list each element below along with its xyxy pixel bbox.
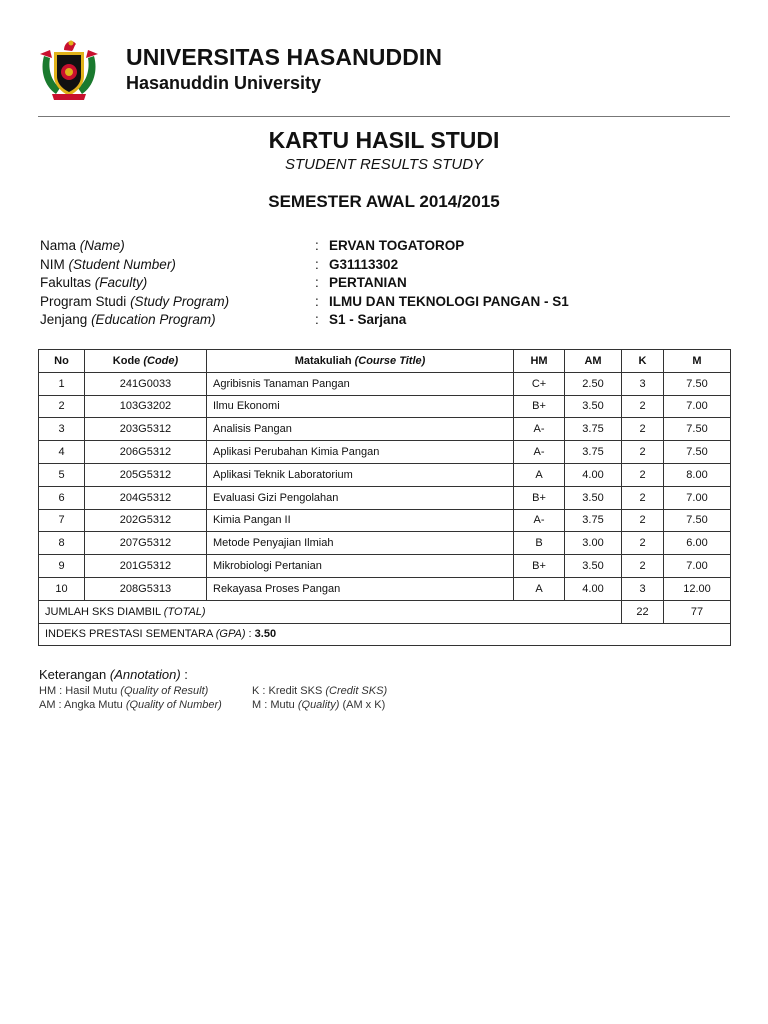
field-label: Nama (Name): [40, 238, 125, 253]
cell-m: 7.50: [664, 441, 731, 464]
university-crest-icon: [38, 36, 100, 102]
total-credits: 22: [622, 600, 664, 623]
cell-k: 2: [622, 395, 664, 418]
cell-k: 2: [622, 418, 664, 441]
cell-am: 3.75: [565, 418, 622, 441]
university-name: UNIVERSITAS HASANUDDIN: [126, 44, 443, 70]
field-colon: :: [315, 238, 319, 253]
cell-course: Mikrobiologi Pertanian: [207, 555, 514, 578]
cell-course: Kimia Pangan II: [207, 509, 514, 532]
cell-course: Aplikasi Perubahan Kimia Pangan: [207, 441, 514, 464]
total-label: JUMLAH SKS DIAMBIL (TOTAL): [39, 600, 622, 623]
student-field-nim: [40, 257, 730, 276]
cell-no: 3: [39, 418, 85, 441]
cell-hm: A: [514, 577, 565, 600]
student-field-name: [40, 238, 730, 257]
cell-am: 3.50: [565, 486, 622, 509]
table-header-row: [39, 350, 731, 373]
student-field-faculty: [40, 275, 730, 294]
cell-hm: B+: [514, 486, 565, 509]
document-subtitle: STUDENT RESULTS STUDY: [284, 156, 484, 173]
cell-k: 2: [622, 486, 664, 509]
table-row: [39, 463, 731, 486]
cell-am: 3.50: [565, 395, 622, 418]
total-quality: 77: [664, 600, 731, 623]
cell-k: 2: [622, 463, 664, 486]
cell-code: 201G5312: [85, 555, 207, 578]
cell-no: 4: [39, 441, 85, 464]
cell-hm: B+: [514, 395, 565, 418]
field-label: Jenjang (Education Program): [40, 312, 216, 327]
annotation-title: Keterangan (Annotation) :: [39, 667, 188, 682]
gpa-value: 3.50: [254, 628, 277, 641]
cell-course: Evaluasi Gizi Pengolahan: [207, 486, 514, 509]
table-row: [39, 441, 731, 464]
student-info: [40, 238, 730, 331]
cell-course: Metode Penyajian Ilmiah: [207, 532, 514, 555]
cell-am: 3.75: [565, 441, 622, 464]
field-colon: :: [315, 275, 319, 290]
cell-m: 7.50: [664, 418, 731, 441]
cell-m: 7.50: [664, 509, 731, 532]
cell-am: 3.00: [565, 532, 622, 555]
document-title: KARTU HASIL STUDI: [268, 127, 500, 153]
annotation-item: HM : Hasil Mutu (Quality of Result): [39, 685, 209, 697]
cell-course: Ilmu Ekonomi: [207, 395, 514, 418]
cell-am: 4.00: [565, 463, 622, 486]
cell-hm: C+: [514, 372, 565, 395]
cell-code: 103G3202: [85, 395, 207, 418]
cell-code: 205G5312: [85, 463, 207, 486]
cell-no: 10: [39, 577, 85, 600]
cell-course: Agribisnis Tanaman Pangan: [207, 372, 514, 395]
table-row: [39, 395, 731, 418]
cell-hm: B: [514, 532, 565, 555]
table-row: [39, 486, 731, 509]
column-header-k: K: [622, 350, 664, 373]
table-row: [39, 532, 731, 555]
cell-code: 206G5312: [85, 441, 207, 464]
university-name-english: Hasanuddin University: [126, 73, 322, 93]
cell-m: 7.00: [664, 395, 731, 418]
annotation-list: [39, 685, 439, 713]
column-header-am: AM: [565, 350, 622, 373]
cell-code: 204G5312: [85, 486, 207, 509]
cell-code: 241G0033: [85, 372, 207, 395]
cell-code: 202G5312: [85, 509, 207, 532]
field-label: Program Studi (Study Program): [40, 293, 230, 309]
annotation-item: AM : Angka Mutu (Quality of Number): [39, 699, 222, 711]
field-value: ERVAN TOGATOROP: [329, 238, 465, 253]
annotation-item: M : Mutu (Quality) (AM x K): [252, 699, 386, 711]
column-header-m: M: [664, 350, 731, 373]
table-row: [39, 509, 731, 532]
cell-hm: A: [514, 463, 565, 486]
cell-m: 6.00: [664, 532, 731, 555]
cell-code: 208G5313: [85, 577, 207, 600]
cell-am: 4.00: [565, 577, 622, 600]
cell-m: 7.00: [664, 555, 731, 578]
field-value: S1 - Sarjana: [329, 312, 407, 327]
cell-hm: A-: [514, 509, 565, 532]
gpa-row: [39, 623, 731, 646]
field-colon: :: [315, 312, 319, 327]
field-label: NIM (Student Number): [40, 256, 176, 272]
table-row: [39, 577, 731, 600]
student-field-level: [40, 312, 730, 331]
cell-code: 203G5312: [85, 418, 207, 441]
field-label: Fakultas (Faculty): [40, 275, 148, 290]
cell-hm: A-: [514, 418, 565, 441]
cell-am: 3.50: [565, 555, 622, 578]
semester-label: SEMESTER AWAL 2014/2015: [268, 192, 500, 211]
field-value: PERTANIAN: [329, 275, 407, 290]
cell-k: 2: [622, 509, 664, 532]
cell-m: 7.50: [664, 372, 731, 395]
field-value: ILMU DAN TEKNOLOGI PANGAN - S1: [329, 293, 569, 309]
cell-course: Aplikasi Teknik Laboratorium: [207, 463, 514, 486]
cell-no: 2: [39, 395, 85, 418]
cell-hm: A-: [514, 441, 565, 464]
field-colon: :: [315, 256, 319, 272]
gpa-cell: INDEKS PRESTASI SEMENTARA (GPA) : 3.50: [39, 623, 731, 646]
field-value: G31113302: [329, 256, 399, 272]
column-header-code: Kode (Code): [85, 350, 207, 373]
cell-m: 7.00: [664, 486, 731, 509]
header-divider: [38, 116, 730, 117]
annotation-item: K : Kredit SKS (Credit SKS): [252, 685, 388, 697]
cell-no: 9: [39, 555, 85, 578]
cell-m: 8.00: [664, 463, 731, 486]
column-header-no: No: [39, 350, 85, 373]
table-row: [39, 418, 731, 441]
grades-table: [38, 349, 731, 646]
cell-k: 3: [622, 577, 664, 600]
cell-no: 5: [39, 463, 85, 486]
cell-k: 2: [622, 532, 664, 555]
cell-k: 2: [622, 441, 664, 464]
field-colon: :: [315, 293, 319, 309]
cell-course: Rekayasa Proses Pangan: [207, 577, 514, 600]
cell-no: 7: [39, 509, 85, 532]
cell-hm: B+: [514, 555, 565, 578]
cell-k: 3: [622, 372, 664, 395]
cell-am: 2.50: [565, 372, 622, 395]
table-row: [39, 372, 731, 395]
table-row: [39, 555, 731, 578]
cell-k: 2: [622, 555, 664, 578]
column-header-course: Matakuliah (Course Title): [207, 350, 514, 373]
cell-m: 12.00: [664, 577, 731, 600]
cell-no: 1: [39, 372, 85, 395]
cell-code: 207G5312: [85, 532, 207, 555]
total-row: [39, 600, 731, 623]
cell-am: 3.75: [565, 509, 622, 532]
cell-no: 6: [39, 486, 85, 509]
cell-no: 8: [39, 532, 85, 555]
student-field-program: [40, 294, 730, 313]
cell-course: Analisis Pangan: [207, 418, 514, 441]
column-header-hm: HM: [514, 350, 565, 373]
